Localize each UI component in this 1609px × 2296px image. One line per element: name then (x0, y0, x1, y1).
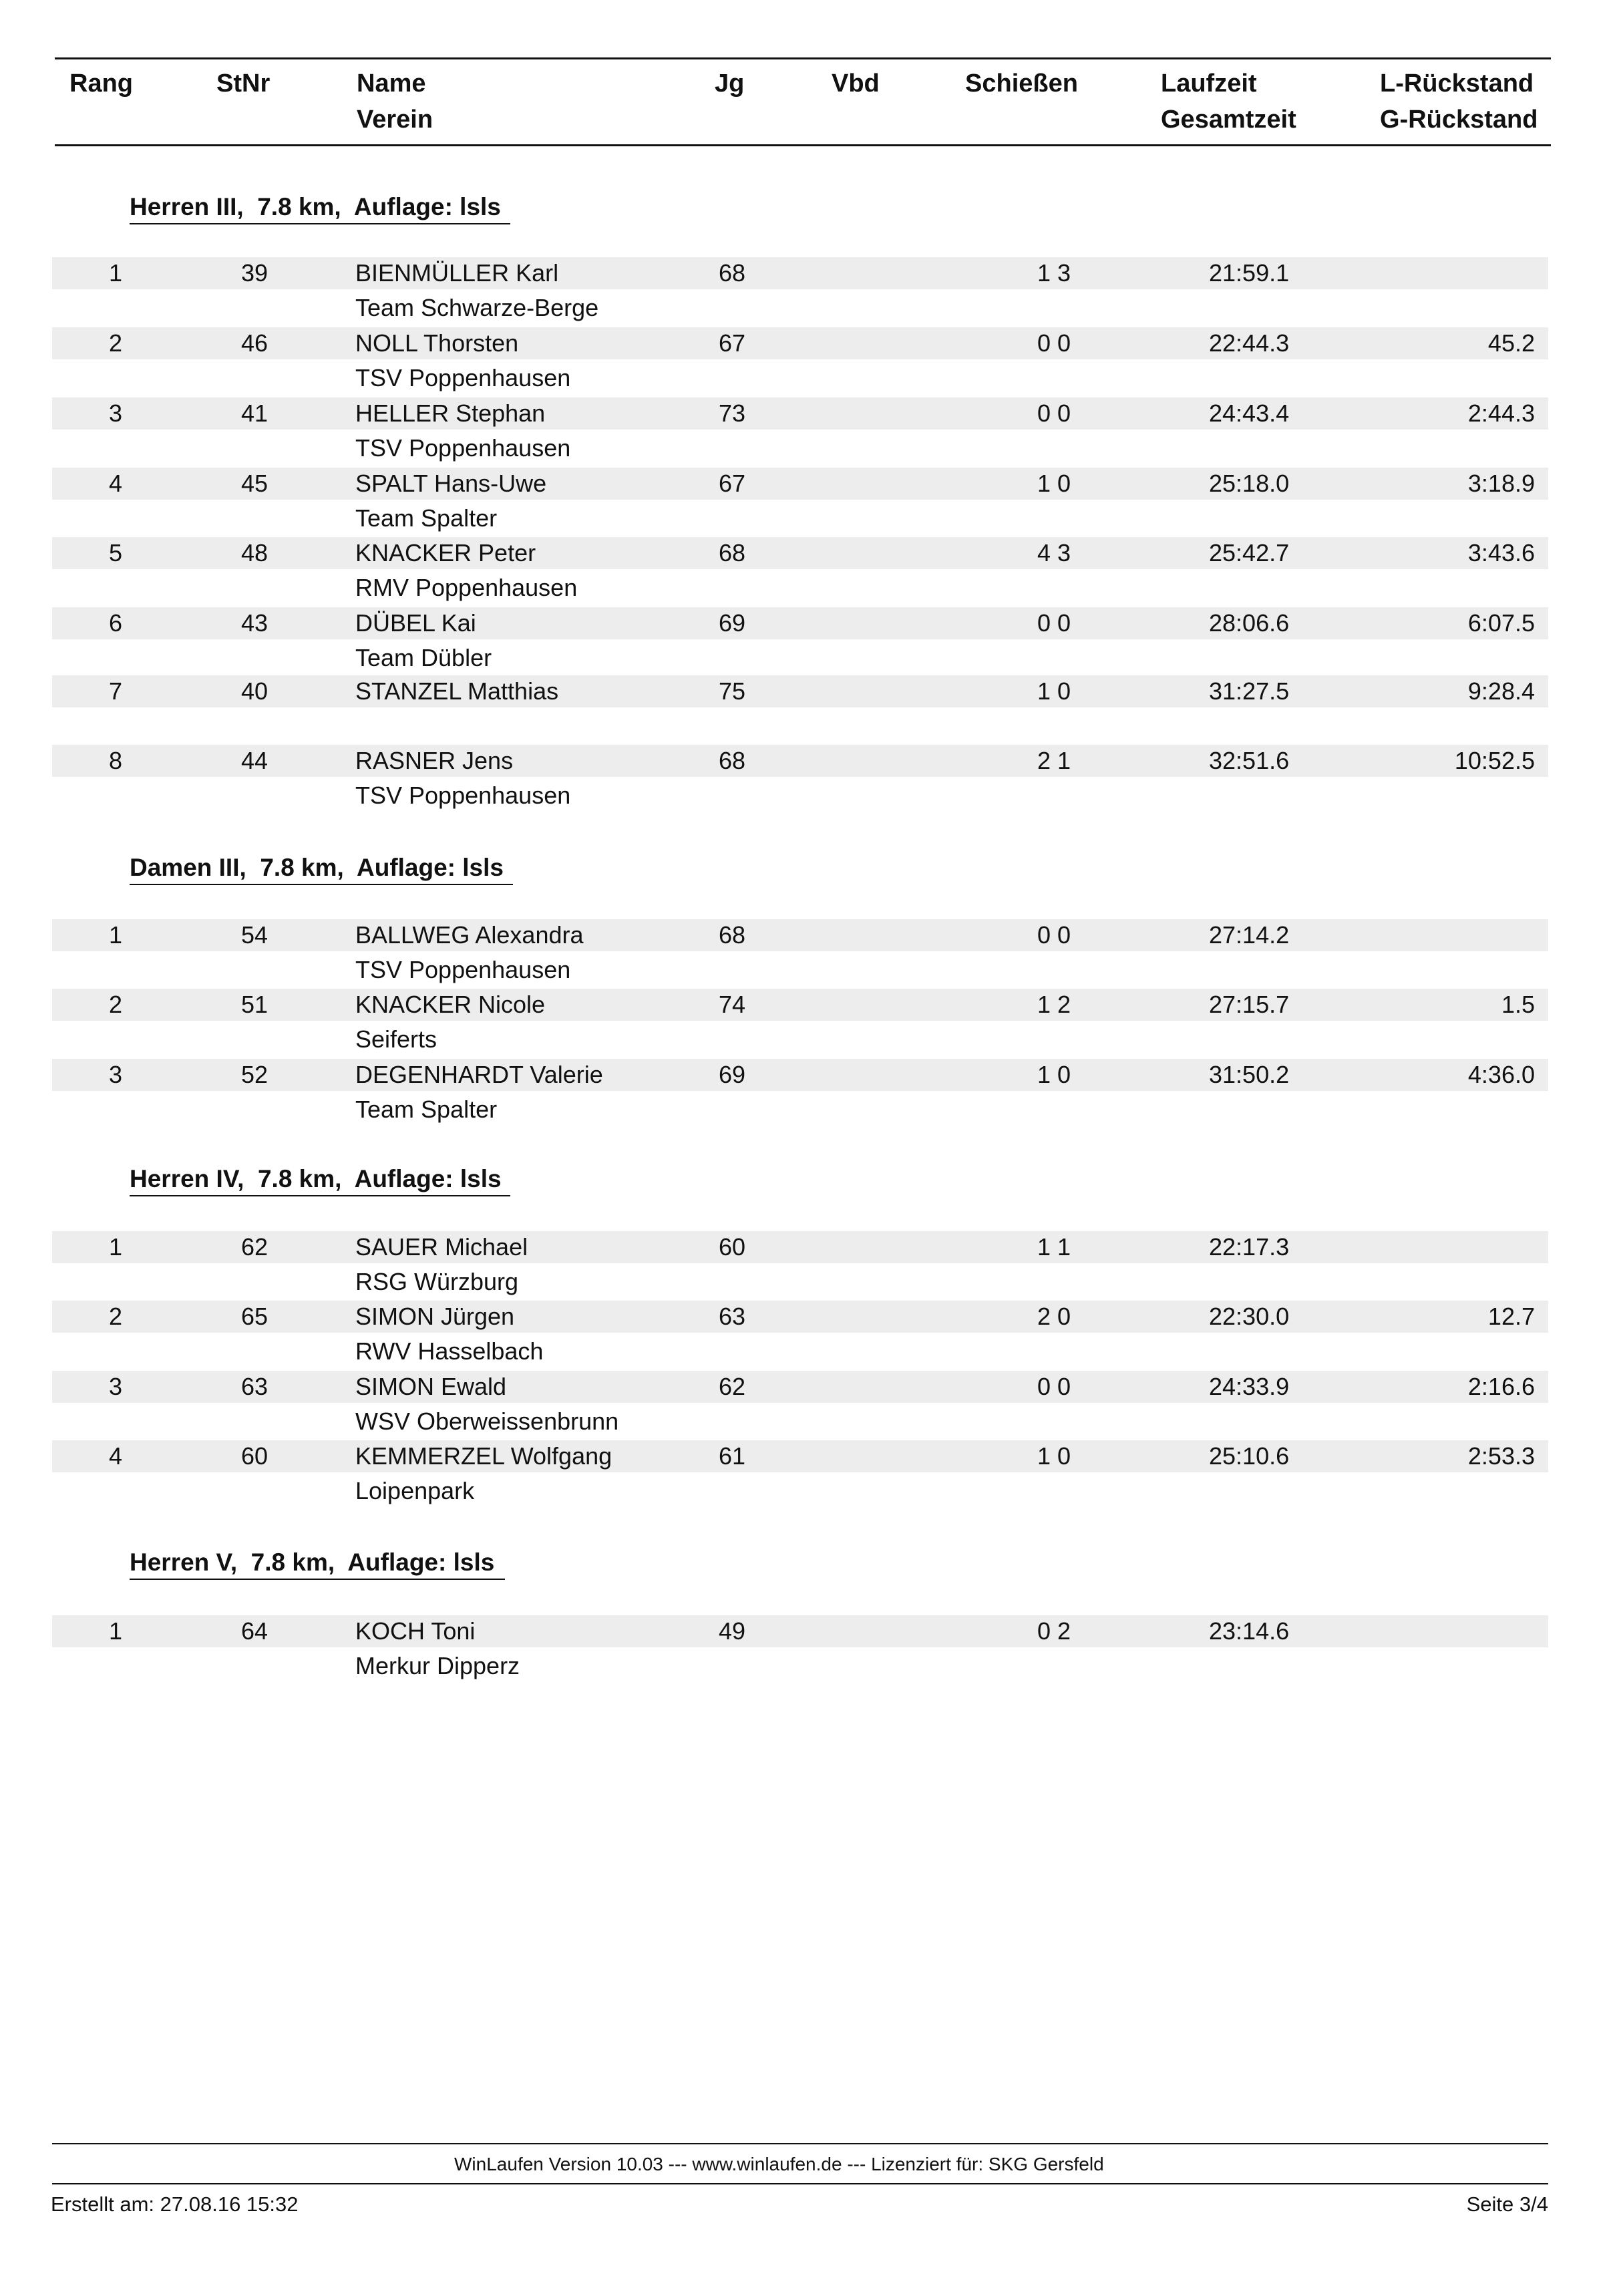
laufzeit-cell: 32:51.6 (1209, 747, 1290, 774)
rueckstand-cell: 3:43.6 (1467, 539, 1535, 566)
athlete-name: NOLL Thorsten (355, 329, 519, 357)
footer-top-rule (52, 2143, 1548, 2144)
stnr-cell: 52 (240, 1061, 268, 1088)
software-notice: WinLaufen Version 10.03 --- www.winlaufen.de --- Lizenziert für: SKG Gersfeld (454, 2154, 1104, 2174)
jg-cell: 73 (719, 399, 746, 427)
rang-cell: 6 (108, 609, 123, 637)
jg-cell: 75 (719, 677, 746, 705)
result-row (52, 1059, 1548, 1128)
stnr-cell: 60 (240, 1442, 268, 1470)
footer-bottom-rule (52, 2183, 1548, 2184)
laufzeit-cell: 21:59.1 (1209, 259, 1290, 287)
schiessen-cell: 1 1 (1037, 1233, 1071, 1261)
stnr-cell: 43 (240, 609, 268, 637)
club-name: RMV Poppenhausen (355, 574, 578, 601)
jg-cell: 68 (719, 921, 746, 949)
schiessen-cell: 1 3 (1037, 259, 1071, 287)
page-number: Seite 3/4 (1466, 2192, 1548, 2216)
rueckstand-cell: 9:28.4 (1467, 677, 1535, 705)
club-name: TSV Poppenhausen (355, 434, 571, 462)
laufzeit-cell: 25:18.0 (1209, 470, 1290, 497)
result-row (52, 989, 1548, 1058)
club-name: RWV Hasselbach (355, 1337, 544, 1365)
col-header-jg: Jg (715, 69, 745, 98)
stnr-cell: 46 (240, 329, 268, 357)
jg-cell: 67 (719, 470, 746, 497)
laufzeit-cell: 31:27.5 (1209, 677, 1290, 705)
athlete-name: BALLWEG Alexandra (355, 921, 584, 949)
rueckstand-cell: 1.5 (1501, 991, 1535, 1018)
club-name: Team Spalter (355, 504, 498, 532)
laufzeit-cell: 25:42.7 (1209, 539, 1290, 566)
athlete-name: STANZEL Matthias (355, 677, 559, 705)
stnr-cell: 40 (240, 677, 268, 705)
stnr-cell: 64 (240, 1617, 268, 1645)
laufzeit-cell: 22:44.3 (1209, 329, 1290, 357)
club-name: TSV Poppenhausen (355, 956, 571, 983)
athlete-name: HELLER Stephan (355, 399, 546, 427)
section-title-underline (130, 1195, 510, 1196)
schiessen-cell: 1 0 (1037, 470, 1071, 497)
athlete-name: KEMMERZEL Wolfgang (355, 1442, 612, 1470)
jg-cell: 63 (719, 1303, 746, 1330)
schiessen-cell: 2 0 (1037, 1303, 1071, 1330)
result-row (52, 919, 1548, 989)
stnr-cell: 48 (240, 539, 268, 566)
rang-cell: 3 (108, 1373, 123, 1400)
stnr-cell: 45 (240, 470, 268, 497)
athlete-name: SIMON Jürgen (355, 1303, 515, 1330)
rang-cell: 1 (108, 921, 123, 949)
col-header-laufzeit: Laufzeit (1161, 69, 1257, 98)
rang-cell: 5 (108, 539, 123, 566)
stnr-cell: 54 (240, 921, 268, 949)
created-timestamp: Erstellt am: 27.08.16 15:32 (51, 2192, 299, 2216)
schiessen-cell: 0 2 (1037, 1617, 1071, 1645)
schiessen-cell: 1 0 (1037, 677, 1071, 705)
schiessen-cell: 2 1 (1037, 747, 1071, 774)
club-name: Team Spalter (355, 1096, 498, 1123)
schiessen-cell: 0 0 (1037, 329, 1071, 357)
row-band (52, 919, 1548, 951)
jg-cell: 61 (719, 1442, 746, 1470)
laufzeit-cell: 31:50.2 (1209, 1061, 1290, 1088)
rang-cell: 4 (108, 1442, 123, 1470)
club-name: TSV Poppenhausen (355, 782, 571, 809)
result-row (52, 537, 1548, 607)
row-band (52, 1231, 1548, 1263)
jg-cell: 62 (719, 1373, 746, 1400)
laufzeit-cell: 22:17.3 (1209, 1233, 1290, 1261)
rang-cell: 2 (108, 991, 123, 1018)
jg-cell: 68 (719, 539, 746, 566)
result-row (52, 607, 1548, 677)
result-row (52, 397, 1548, 467)
rueckstand-cell: 45.2 (1487, 329, 1535, 357)
rang-cell: 1 (108, 1617, 123, 1645)
col-header-vbd: Vbd (832, 69, 880, 98)
stnr-cell: 44 (240, 747, 268, 774)
rueckstand-cell: 2:44.3 (1467, 399, 1535, 427)
club-name: Team Schwarze-Berge (355, 294, 599, 321)
row-band (52, 257, 1548, 289)
athlete-name: DÜBEL Kai (355, 609, 476, 637)
jg-cell: 69 (719, 1061, 746, 1088)
col-header-name: Name (357, 69, 426, 98)
athlete-name: KOCH Toni (355, 1617, 476, 1645)
schiessen-cell: 0 0 (1037, 921, 1071, 949)
rueckstand-cell: 2:53.3 (1467, 1442, 1535, 1470)
stnr-cell: 63 (240, 1373, 268, 1400)
rueckstand-cell: 3:18.9 (1467, 470, 1535, 497)
col-header-schiessen: Schießen (965, 69, 1078, 98)
section-title: Herren V, 7.8 km, Auflage: lsls (130, 1548, 495, 1576)
result-row (52, 468, 1548, 537)
rang-cell: 3 (108, 399, 123, 427)
result-row (52, 1440, 1548, 1510)
schiessen-cell: 0 0 (1037, 609, 1071, 637)
section-title-underline (130, 884, 513, 885)
schiessen-cell: 1 0 (1037, 1061, 1071, 1088)
club-name: TSV Poppenhausen (355, 364, 571, 391)
laufzeit-cell: 27:15.7 (1209, 991, 1290, 1018)
athlete-name: BIENMÜLLER Karl (355, 259, 559, 287)
jg-cell: 68 (719, 259, 746, 287)
club-name: Seiferts (355, 1025, 437, 1053)
jg-cell: 74 (719, 991, 746, 1018)
rang-cell: 3 (108, 1061, 123, 1088)
header-top-rule (55, 57, 1551, 59)
rueckstand-cell: 6:07.5 (1467, 609, 1535, 637)
result-row (52, 257, 1548, 327)
athlete-name: SAUER Michael (355, 1233, 528, 1261)
stnr-cell: 39 (240, 259, 268, 287)
col-header-l-rueckstand: L-Rückstand (1380, 69, 1534, 98)
section-title: Herren IV, 7.8 km, Auflage: lsls (130, 1165, 502, 1192)
schiessen-cell: 1 0 (1037, 1442, 1071, 1470)
laufzeit-cell: 28:06.6 (1209, 609, 1290, 637)
athlete-name: SPALT Hans-Uwe (355, 470, 547, 497)
rueckstand-cell: 4:36.0 (1467, 1061, 1535, 1088)
rang-cell: 8 (108, 747, 123, 774)
jg-cell: 67 (719, 329, 746, 357)
athlete-name: KNACKER Peter (355, 539, 536, 566)
rang-cell: 1 (108, 1233, 123, 1261)
result-row (52, 675, 1548, 745)
schiessen-cell: 1 2 (1037, 991, 1071, 1018)
row-band (52, 1615, 1548, 1647)
section-title-underline (130, 223, 510, 224)
rang-cell: 4 (108, 470, 123, 497)
result-row (52, 1615, 1548, 1685)
result-row (52, 327, 1548, 397)
col-header-stnr: StNr (216, 69, 271, 98)
club-name: Loipenpark (355, 1477, 475, 1504)
club-name: RSG Würzburg (355, 1268, 519, 1295)
club-name: Team Dübler (355, 644, 492, 671)
schiessen-cell: 0 0 (1037, 399, 1071, 427)
stnr-cell: 41 (240, 399, 268, 427)
laufzeit-cell: 23:14.6 (1209, 1617, 1290, 1645)
athlete-name: RASNER Jens (355, 747, 514, 774)
laufzeit-cell: 25:10.6 (1209, 1442, 1290, 1470)
section-title-underline (130, 1579, 505, 1580)
jg-cell: 49 (719, 1617, 746, 1645)
jg-cell: 68 (719, 747, 746, 774)
jg-cell: 60 (719, 1233, 746, 1261)
stnr-cell: 62 (240, 1233, 268, 1261)
rueckstand-cell: 12.7 (1487, 1303, 1535, 1330)
rueckstand-cell: 10:52.5 (1454, 747, 1535, 774)
stnr-cell: 65 (240, 1303, 268, 1330)
col-header-verein: Verein (357, 106, 433, 134)
laufzeit-cell: 24:33.9 (1209, 1373, 1290, 1400)
club-name: Merkur Dipperz (355, 1652, 520, 1679)
rang-cell: 1 (108, 259, 123, 287)
laufzeit-cell: 22:30.0 (1209, 1303, 1290, 1330)
result-row (52, 1371, 1548, 1440)
result-row (52, 1301, 1548, 1370)
schiessen-cell: 4 3 (1037, 539, 1071, 566)
section-title: Herren III, 7.8 km, Auflage: lsls (130, 193, 501, 220)
laufzeit-cell: 27:14.2 (1209, 921, 1290, 949)
athlete-name: SIMON Ewald (355, 1373, 507, 1400)
header-bottom-rule (55, 144, 1551, 146)
rang-cell: 7 (108, 677, 123, 705)
rang-cell: 2 (108, 329, 123, 357)
rueckstand-cell: 2:16.6 (1467, 1373, 1535, 1400)
jg-cell: 69 (719, 609, 746, 637)
section-title: Damen III, 7.8 km, Auflage: lsls (130, 854, 504, 881)
result-row (52, 745, 1548, 814)
col-header-g-rueckstand: G-Rückstand (1380, 106, 1538, 134)
club-name: WSV Oberweissenbrunn (355, 1408, 619, 1435)
athlete-name: DEGENHARDT Valerie (355, 1061, 603, 1088)
col-header-gesamtzeit: Gesamtzeit (1161, 106, 1296, 134)
col-header-rang: Rang (69, 69, 133, 98)
athlete-name: KNACKER Nicole (355, 991, 546, 1018)
result-row (52, 1231, 1548, 1301)
stnr-cell: 51 (240, 991, 268, 1018)
schiessen-cell: 0 0 (1037, 1373, 1071, 1400)
rang-cell: 2 (108, 1303, 123, 1330)
laufzeit-cell: 24:43.4 (1209, 399, 1290, 427)
